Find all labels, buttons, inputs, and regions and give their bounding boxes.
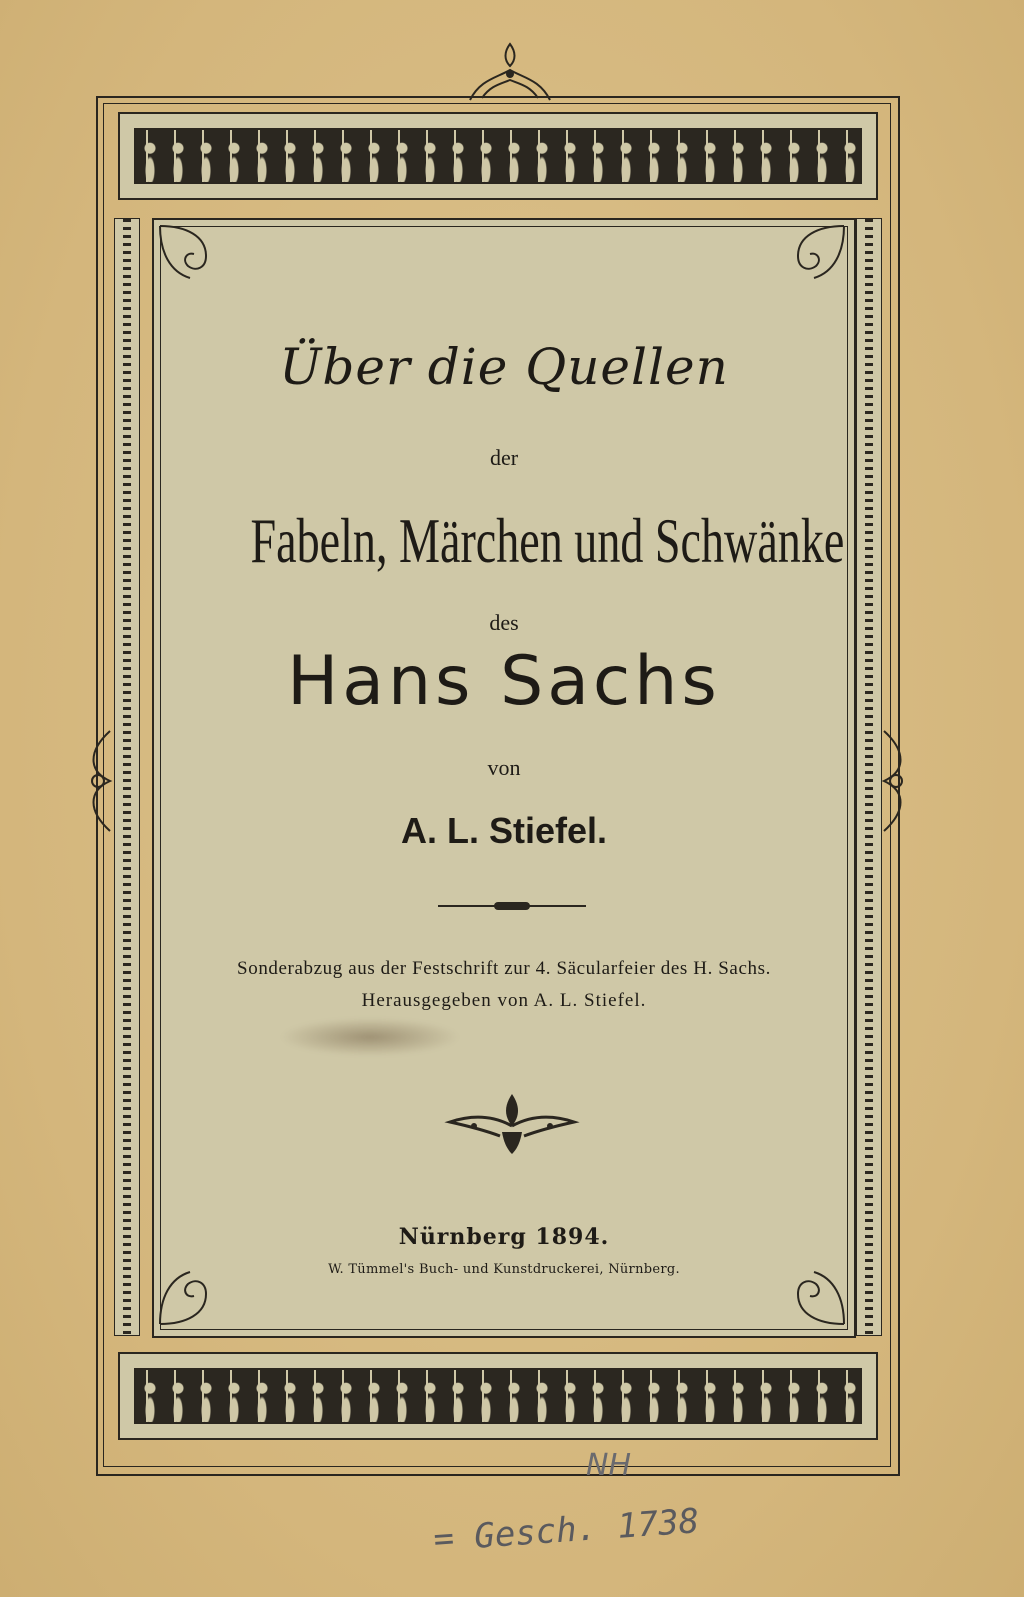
corner-flourish-top-right (778, 222, 848, 292)
top-fleur-pattern (134, 128, 862, 184)
offprint-note-line-2: Herausgegeben von A. L. Stiefel. (361, 990, 647, 1011)
top-ornament-band (118, 112, 878, 200)
divider-rule (438, 905, 586, 907)
title-line-2: der (489, 445, 519, 470)
ink-smudge (280, 1018, 460, 1056)
imprint-place-year: Nürnberg 1894. (398, 1224, 610, 1250)
center-vignette-ornament (444, 1086, 580, 1158)
imprint-printer: W. Tümmel's Buch- und Kunstdruckerei, Nürnberg. (328, 1262, 680, 1277)
title-line-6: von (487, 755, 521, 780)
title-line-3: Fabeln, Märchen und Schwänke (250, 505, 845, 576)
left-knot-ornament (80, 726, 116, 836)
title-line-5: Hans Sachs (287, 642, 721, 721)
top-crest-ornament (460, 40, 560, 102)
bottom-ornament-band (118, 1352, 878, 1440)
author-name: A. L. Stiefel. (400, 810, 608, 851)
corner-flourish-top-left (156, 222, 226, 292)
handwritten-mark: NH (586, 1448, 631, 1483)
right-knot-ornament (878, 726, 914, 836)
handwritten-shelfmark: = Gesch. 1738 (432, 1501, 701, 1560)
bottom-fleur-pattern (134, 1368, 862, 1424)
offprint-note-line-1: Sonderabzug aus der Festschrift zur 4. Säcularfeier des H. Sachs. (237, 958, 771, 979)
title-line-1: Über die Quellen (279, 338, 729, 396)
left-ornament-column (114, 218, 140, 1336)
title-line-4: des (489, 610, 519, 635)
